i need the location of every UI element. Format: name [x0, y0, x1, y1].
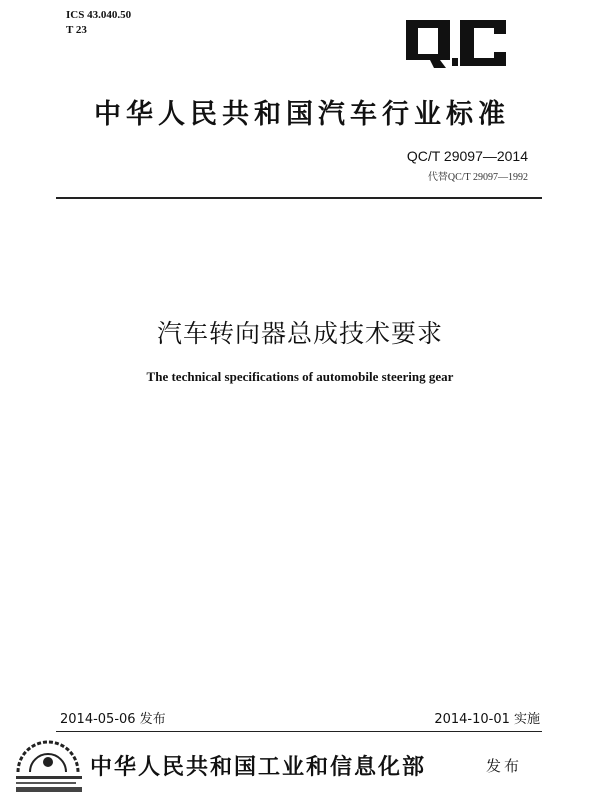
- top-divider: [56, 197, 542, 199]
- org-title: 中华人民共和国汽车行业标准: [94, 99, 510, 130]
- implementation-date: 2014-10-01 实施: [434, 712, 540, 727]
- replaces-standard: 代替QC/T 29097—1992: [427, 172, 528, 183]
- issuing-authority: 中华人民共和国工业和信息化部: [90, 755, 427, 780]
- classification-code: T 23: [66, 24, 87, 36]
- qc-logo: [402, 14, 510, 74]
- issue-date: 2014-05-06 发布: [60, 712, 166, 727]
- bottom-divider: [56, 731, 542, 732]
- standard-number: QC/T 29097—2014: [406, 148, 528, 164]
- document-title-cn: 汽车转向器总成技术要求: [156, 319, 443, 348]
- document-title-en: The technical specifications of automobile steering gear: [146, 369, 454, 384]
- ics-code: ICS 43.040.50: [66, 9, 132, 21]
- issue-label: 发布: [486, 757, 523, 775]
- ics-block: [66, 8, 131, 38]
- publisher-seal-icon: [10, 732, 88, 794]
